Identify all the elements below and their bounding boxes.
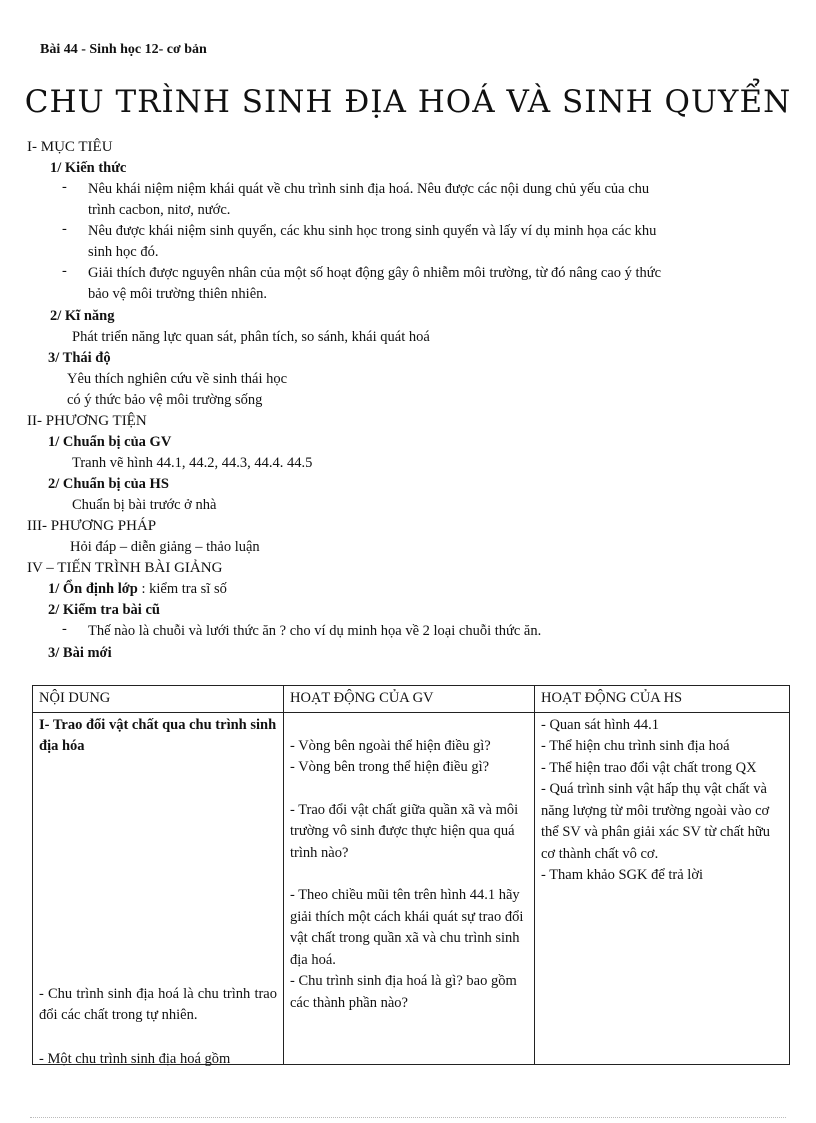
subsection-skills: 2/ Kĩ năng (50, 308, 115, 324)
section-objectives: I- MỤC TIÊU (27, 139, 113, 155)
subsection-knowledge: 1/ Kiến thức (50, 160, 127, 176)
student-activity-1: - Quan sát hình 44.1 (541, 716, 659, 733)
teacher-question-1: - Vòng bên ngoài thể hiện điều gì? (290, 737, 491, 754)
subsection-attitude: 3/ Thái độ (48, 350, 111, 366)
student-activity-5: - Tham khảo SGK để trả lời (541, 867, 704, 883)
content-heading: I- Trao đổi vật chất qua chu trình sinh địa hóa (39, 716, 277, 754)
content-paragraph-2: - Một chu trình sinh địa hoá gồm (39, 1050, 231, 1067)
knowledge-item-2-line-2: sinh học đó. (88, 244, 159, 260)
student-activity-4: - Quá trình sinh vật hấp thụ vật chất và năng lượng từ môi trường ngoài vào cơ thể SV và phân giải xác SV từ chất hữu cơ thành chất vô cơ. (541, 781, 771, 862)
lesson-header: Bài 44 - Sinh học 12- cơ bản (40, 42, 207, 57)
subsection-review: 2/ Kiểm tra bài cũ (48, 602, 160, 618)
table-header-row (33, 686, 790, 713)
teacher-question-4: - Theo chiều mũi tên trên hình 44.1 hãy giải thích một cách khái quát sự trao đổi vật chất trong quần xã và chu trình sinh địa hoá. (290, 887, 524, 968)
teacher-question-2: - Vòng bên trong thể hiện điều gì? (290, 759, 490, 775)
subsection-new-lesson: 3/ Bài mới (48, 645, 112, 661)
section-method: III- PHƯƠNG PHÁP (27, 518, 157, 534)
student-activity-cell (535, 712, 790, 1064)
teacher-activity-cell (284, 712, 535, 1064)
page-bottom-divider (30, 1117, 786, 1118)
bullet-dash: - (62, 221, 67, 237)
table-row (33, 712, 790, 1064)
header-teacher-activity: HOẠT ĐỘNG CỦA GV (284, 686, 535, 713)
teacher-question-3: - Trao đổi vật chất giữa quần xã và môi trường vô sinh được thực hiện qua quá trình nào? (290, 801, 519, 861)
stabilize-text: : kiểm tra sĩ số (141, 581, 227, 597)
teacher-question-5: - Chu trình sinh địa hoá là gì? bao gồm các thành phần nào? (290, 973, 517, 1011)
bullet-dash: - (62, 621, 67, 637)
attitude-line-2: có ý thức bảo vệ môi trường sống (67, 392, 263, 408)
attitude-line-1: Yêu thích nghiên cứu về sinh thái học (67, 371, 288, 387)
knowledge-item-3-line-2: bảo vệ môi trường thiên nhiên. (88, 286, 268, 302)
content-paragraph-1: - Chu trình sinh địa hoá là chu trình trao đổi các chất trong tự nhiên. (39, 985, 277, 1023)
content-cell (33, 712, 284, 1067)
subsection-teacher-prep: 1/ Chuẩn bị của GV (48, 434, 172, 450)
skills-text: Phát triển năng lực quan sát, phân tích, so sánh, khái quát hoá (72, 329, 430, 345)
student-prep-text: Chuẩn bị bài trước ở nhà (72, 497, 217, 513)
section-means: II- PHƯƠNG TIỆN (27, 413, 147, 429)
bullet-dash: - (62, 179, 67, 195)
header-content: NỘI DUNG (33, 686, 284, 713)
header-student-activity: HOẠT ĐỘNG CỦA HS (535, 686, 790, 713)
bullet-dash: - (62, 263, 67, 279)
page-title: CHU TRÌNH SINH ĐỊA HOÁ VÀ SINH QUYỂN (24, 84, 792, 120)
class-stabilize (48, 579, 227, 600)
method-text: Hỏi đáp – diễn giảng – thảo luận (70, 539, 260, 555)
knowledge-item-2-line-1: Nêu được khái niệm sinh quyển, các khu sinh học trong sinh quyển và lấy ví dụ minh họa các khu (88, 223, 657, 239)
review-question: Thế nào là chuỗi và lưới thức ăn ? cho ví dụ minh họa về 2 loại chuỗi thức ăn. (88, 623, 542, 639)
lesson-table (32, 685, 790, 1065)
knowledge-item-1-line-1: Nêu khái niệm niệm khái quát về chu trình sinh địa hoá. Nêu được các nội dung chủ yếu của chu (88, 181, 650, 197)
student-activity-2: - Thể hiện chu trình sinh địa hoá (541, 738, 730, 754)
knowledge-item-1-line-2: trình cacbon, nitơ, nước. (88, 202, 231, 218)
subsection-stabilize: 1/ Ổn định lớp (48, 581, 138, 597)
section-procedure: IV – TIẾN TRÌNH BÀI GIẢNG (27, 560, 223, 576)
subsection-student-prep: 2/ Chuẩn bị của HS (48, 476, 169, 492)
teacher-prep-text: Tranh vẽ hình 44.1, 44.2, 44.3, 44.4. 44.5 (72, 455, 313, 471)
knowledge-item-3-line-1: Giải thích được nguyên nhân của một số hoạt động gây ô nhiễm môi trường, từ đó nâng cao ý thức (88, 265, 662, 281)
student-activity-3: - Thể hiện trao đổi vật chất trong QX (541, 759, 757, 776)
